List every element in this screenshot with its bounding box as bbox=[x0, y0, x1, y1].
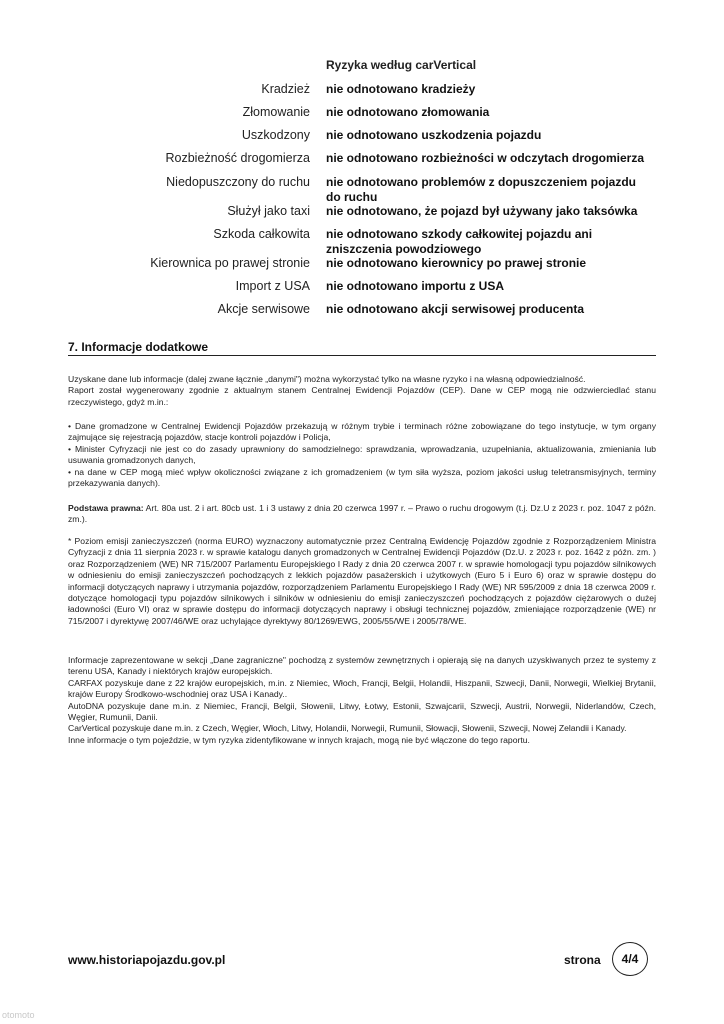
risk-label: Import z USA bbox=[235, 279, 310, 293]
intro-paragraph-1: Uzyskane dane lub informacje (dalej zwane łącznie „danymi") można wykorzystać tylko na własne ryzyko i na własną odpowiedzialność. bbox=[68, 374, 586, 384]
legal-basis-text: Art. 80a ust. 2 i art. 80cb ust. 1 i 3 ustawy z dnia 20 czerwca 1997 r. – Prawo o ruchu drogowym (t.j. Dz.U z 2023 r. poz. 1047 z późn. zm.). bbox=[68, 503, 657, 525]
foreign-data-paragraph: CARFAX pozyskuje dane z 22 krajów europejskich, m.in. z Niemiec, Włoch, Francji, Belgii, Holandii, Hiszpanii, Szwecji, Danii, Norwegii, Wielkiej Brytanii, krajów Europy Środkowo-wschodniej oraz USA i Kanady.. bbox=[68, 677, 656, 700]
foreign-data-paragraph: CarVertical pozyskuje dane m.in. z Czech, Węgier, Włoch, Litwy, Holandii, Norwegii, Rumunii, Słowacji, Słowenii, Szwecji, Nowej Zelandii i Kanady. bbox=[68, 723, 627, 734]
bullet-item: • Minister Cyfryzacji nie jest co do zasady uprawniony do samodzielnego: sprawdzania, wprowadzania, uzupełniania, aktualizowania, zmieniania lub usuwania gromadzonych danych, bbox=[68, 443, 656, 466]
risk-value: nie odnotowano uszkodzenia pojazdu bbox=[326, 128, 542, 142]
foreign-data-block bbox=[68, 655, 656, 746]
risk-value: nie odnotowano szkody całkowitej pojazdu ani zniszczenia powodziowego bbox=[326, 227, 593, 256]
risk-value: nie odnotowano kradzieży bbox=[326, 82, 476, 96]
risk-value: nie odnotowano, że pojazd był używany jako taksówka bbox=[326, 204, 638, 218]
risk-value: nie odnotowano problemów z dopuszczeniem pojazdu do ruchu bbox=[326, 175, 637, 204]
watermark-logo: otomoto bbox=[2, 1010, 35, 1020]
footer-page-badge: 4/4 bbox=[612, 942, 648, 976]
legal-basis bbox=[68, 503, 656, 526]
legal-basis-block bbox=[68, 503, 656, 526]
footnote-block bbox=[68, 536, 656, 627]
foreign-data-paragraph: Inne informacje o tym pojeździe, w tym ryzyka zidentyfikowane w innych krajach, mogą nie być włączone do tego raportu. bbox=[68, 734, 530, 745]
foreign-data-paragraph: AutoDNA pozyskuje dane m.in. z Niemiec, Francji, Belgii, Słowenii, Litwy, Łotwy, Estonii, Szwajcarii, Szwecji, Austrii, Norwegii, Niderlandów, Czech, Węgier, Rumunii, Danii. bbox=[68, 700, 656, 723]
risk-value: nie odnotowano akcji serwisowej producenta bbox=[326, 302, 585, 316]
risk-section-header: Ryzyka według carVertical bbox=[326, 58, 477, 72]
section-title: 7. Informacje dodatkowe bbox=[68, 340, 209, 354]
bullet-item: • na dane w CEP mogą mieć wpływ okoliczności związane z ich gromadzeniem (w tym siła wyższa, poziom jakości usług teletransmisyjnych, terminy przekazywania danych). bbox=[68, 466, 656, 489]
risk-value: nie odnotowano importu z USA bbox=[326, 279, 504, 293]
footer-url[interactable]: www.historiapojazdu.gov.pl bbox=[68, 953, 226, 967]
risk-label: Kradzież bbox=[261, 82, 310, 96]
risk-value: nie odnotowano kierownicy po prawej stronie bbox=[326, 256, 587, 270]
risk-value: nie odnotowano rozbieżności w odczytach drogomierza bbox=[326, 151, 645, 165]
bullet-block bbox=[68, 421, 656, 489]
foreign-data-paragraph: Informacje zaprezentowane w sekcji „Dane zagraniczne" pochodzą z systemów zewnętrznych i opierają się na danych uzyskiwanych przez te systemy z terenu USA, Kanady i niektórych krajów europejskich. bbox=[68, 655, 656, 677]
risk-label: Akcje serwisowe bbox=[217, 302, 310, 316]
emission-footnote: * Poziom emisji zanieczyszczeń (norma EURO) wyznaczony automatycznie przez Centralną Ewidencję Pojazdów zgodnie z Rozporządzeniem Ministra Cyfryzacji z dnia 11 sierpnia 2023 r. w sprawie katalogu danych gromadzonych w Centralnej Ewidencji Pojazdów (Dz.U. z 2023 r. poz. 1642 z późn. zm. ) oraz Rozporządzeniem (WE) NR 715/2007 Parlamentu Europejskiego I Rady z dnia 20 czerwca 2007 r. w sprawie homologacji typu pojazdów silnikowych w odniesieniu do emisji zanieczyszczeń pochodzących z lekkich pojazdów pasażerskich i użytkowych (Euro 5 i Euro 6) oraz w sprawie dostępu do informacji dotyczących naprawy i utrzymania pojazdów, rozporządzeniem Parlamentu Europejskiego I Rady (WE) NR 595/2009 z dnia 18 czerwca 2009 r. dotyczące homologacji typu pojazdów silnikowych i silników w odniesieniu do emisji zanieczyszczeń pochodzących z pojazdów ciężarowych o dużej ładowności (Euro VI) oraz w sprawie dostępu do informacji dotyczących naprawy i obsługi technicznej pojazdów, zmieniające rozporządzenie (WE) nr 715/2007 i dyrektywę 2007/46/WE oraz uchylające dyrektywy 80/1269/EWG, 2005/55/WE i 2005/78/WE. bbox=[68, 536, 656, 626]
intro-paragraph-2: Raport został wygenerowany zgodnie z aktualnym stanem Centralnej Ewidencji Pojazdów (CEP). Dane w CEP mogą nie odzwierciedlać stanu rzeczywistego, gdyż m.in.: bbox=[68, 385, 656, 407]
risk-label: Uszkodzony bbox=[241, 128, 310, 142]
legal-basis-label: Podstawa prawna: bbox=[68, 503, 144, 513]
risk-label: Służył jako taxi bbox=[227, 204, 310, 218]
risk-label: Szkoda całkowita bbox=[213, 227, 310, 241]
section-divider bbox=[68, 355, 656, 356]
risk-value: nie odnotowano złomowania bbox=[326, 105, 490, 119]
footer-page-label: strona bbox=[564, 953, 601, 967]
bullet-item: • Dane gromadzone w Centralnej Ewidencji Pojazdów przekazują w różnym trybie i terminach różne zobowiązane do tego instytucje, w tym organy zajmujące się rejestracją pojazdów, stacje kontroli pojazdów i Policja, bbox=[68, 421, 656, 443]
risk-label: Rozbieżność drogomierza bbox=[165, 151, 310, 165]
risk-label: Kierownica po prawej stronie bbox=[150, 256, 310, 270]
risk-label: Złomowanie bbox=[242, 105, 310, 119]
risk-label: Niedopuszczony do ruchu bbox=[166, 175, 310, 189]
intro-block bbox=[68, 374, 656, 408]
